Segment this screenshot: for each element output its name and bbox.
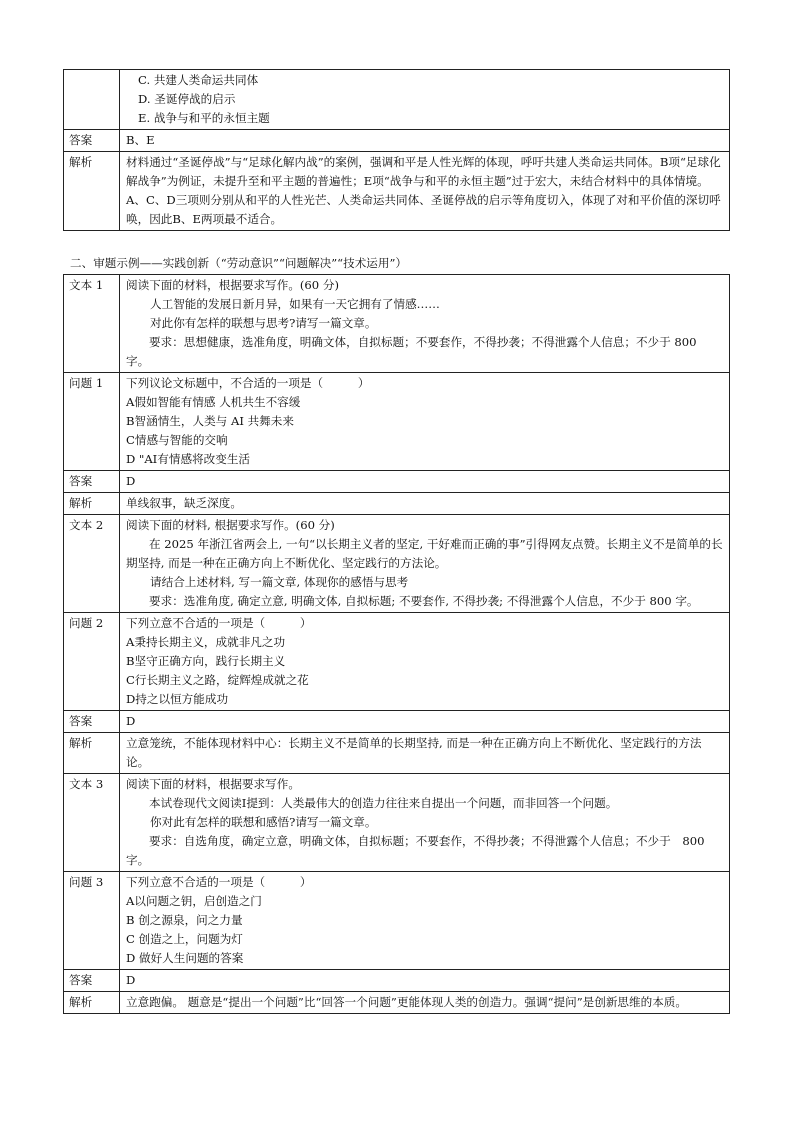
examples-table (63, 274, 730, 1014)
text-2-prompt: 请结合上述材料, 写一篇文章, 体现你的感悟与思考 (150, 575, 409, 589)
question-1-stem: 下列议论文标题中，不合适的一项是（ ） (126, 376, 370, 390)
analysis-row (64, 152, 730, 231)
analysis-1-text: 单线叙事，缺乏深度。 (120, 493, 730, 515)
text-3-instruction: 阅读下面的材料，根据要求写作。 (126, 777, 300, 791)
answer-1-label: 答案 (64, 471, 120, 493)
question-1-label: 问题 1 (64, 373, 120, 471)
question-2-row (64, 613, 730, 711)
analysis-1-row (64, 493, 730, 515)
text-2-requirements: 要求：选准角度, 确定立意, 明确文体, 自拟标题; 不要套作, 不得抄袭; 不得泄露个人信息，不少于 800 字。 (149, 594, 699, 608)
text-3-material: 本试卷现代文阅读Ⅰ提到：人类最伟大的创造力往往来自提出一个问题，而非回答一个问题。 (149, 796, 618, 810)
question-3-option-b: B 创之源泉，问之力量 (126, 913, 243, 927)
text-1-prompt: 对此你有怎样的联想与思考?请写一篇文章。 (150, 316, 377, 330)
text-1-material: 人工智能的发展日新月异，如果有一天它拥有了情感…… (150, 297, 440, 311)
text-3-content (120, 774, 730, 872)
question-2-label: 问题 2 (64, 613, 120, 711)
analysis-label: 解析 (64, 152, 120, 231)
option-c: C. 共建人类命运共同体 (138, 73, 259, 87)
question-2-option-b: B坚守正确方向，践行长期主义 (126, 654, 286, 668)
question-3-option-c: C 创造之上，问题为灯 (126, 932, 243, 946)
question-3-content (120, 872, 730, 970)
empty-label-cell (64, 70, 120, 130)
answer-1-value: D (120, 471, 730, 493)
text-1-row (64, 275, 730, 373)
answer-3-row (64, 970, 730, 992)
option-e: E. 战争与和平的永恒主题 (138, 111, 270, 125)
question-3-stem: 下列立意不合适的一项是（ ） (126, 875, 312, 889)
answer-3-value: D (120, 970, 730, 992)
text-3-label: 文本 3 (64, 774, 120, 872)
question-3-option-d: D 做好人生问题的答案 (126, 951, 244, 965)
text-3-requirements: 要求：自选角度，确定立意，明确文体，自拟标题；不要套作，不得抄袭；不得泄露个人信息；不少于 800 字。 (126, 834, 705, 867)
options-cell (120, 70, 730, 130)
text-2-content (120, 515, 730, 613)
text-2-row (64, 515, 730, 613)
analysis-2-row (64, 733, 730, 774)
analysis-2-text: 立意笼统，不能体现材料中心：长期主义不是简单的长期坚持, 而是一种在正确方向上不断优化、坚定践行的方法论。 (120, 733, 730, 774)
text-2-material: 在 2025 年浙江省两会上, 一句“以长期主义者的坚定, 干好难而正确的事”引得网友点赞。长期主义不是简单的长期坚持, 而是一种在正确方向上不断优化、坚定践行的方法论。 (126, 537, 723, 570)
answer-label: 答案 (64, 130, 120, 152)
question-2-content (120, 613, 730, 711)
question-1-option-a: A假如智能有情感 人机共生不容缓 (126, 395, 301, 409)
question-3-label: 问题 3 (64, 872, 120, 970)
answer-value: B、E (120, 130, 730, 152)
option-d: D. 圣诞停战的启示 (138, 92, 236, 106)
answer-3-label: 答案 (64, 970, 120, 992)
analysis-2-label: 解析 (64, 733, 120, 774)
text-1-label: 文本 1 (64, 275, 120, 373)
analysis-1-label: 解析 (64, 493, 120, 515)
text-1-requirements: 要求：思想健康，选准角度，明确文体，自拟标题；不要套作，不得抄袭；不得泄露个人信息；不少于 800 字。 (126, 335, 697, 368)
question-1-option-d: D "AI有情感将改变生活 (126, 452, 251, 466)
analysis-text: 材料通过“圣诞停战”与“足球化解内战”的案例，强调和平是人性光辉的体现，呼吁共建人类命运共同体。B项“足球化解战争”为例证，未提升至和平主题的普遍性；E项“战争与和平的永恒主题”过于宏大，未结合材料中的具体情境。A、C、D三项则分别从和平的人性光芒、人类命运共同体、圣诞停战的启示等角度切入，体现了对和平价值的深切呼唤，因此B、E两项最不适合。 (120, 152, 730, 231)
question-3-option-a: A以问题之钥，启创造之门 (126, 894, 262, 908)
question-1-row (64, 373, 730, 471)
answer-2-row (64, 711, 730, 733)
question-2-option-d: D持之以恒方能成功 (126, 692, 229, 706)
text-2-label: 文本 2 (64, 515, 120, 613)
answer-row (64, 130, 730, 152)
answer-1-row (64, 471, 730, 493)
question-1-option-c: C情感与智能的交响 (126, 433, 228, 447)
answer-2-label: 答案 (64, 711, 120, 733)
question-2-option-c: C行长期主义之路，绽辉煌成就之花 (126, 673, 309, 687)
analysis-3-text: 立意跑偏。 题意是“提出一个问题”比“回答一个问题”更能体现人类的创造力。强调“提问”是创新思维的本质。 (120, 992, 730, 1014)
top-table (63, 69, 730, 231)
text-3-prompt: 你对此有怎样的联想和感悟?请写一篇文章。 (150, 815, 377, 829)
text-1-content (120, 275, 730, 373)
question-2-option-a: A秉持长期主义，成就非凡之功 (126, 635, 286, 649)
text-2-instruction: 阅读下面的材料, 根据要求写作。(60 分) (126, 518, 335, 532)
question-1-content (120, 373, 730, 471)
text-3-row (64, 774, 730, 872)
section-heading: 二、审题示例——实践创新（“劳动意识”“问题解决”“技术运用”） (70, 256, 408, 270)
question-2-stem: 下列立意不合适的一项是（ ） (126, 616, 312, 630)
text-1-instruction: 阅读下面的材料，根据要求写作。(60 分) (126, 278, 339, 292)
answer-2-value: D (120, 711, 730, 733)
analysis-3-row (64, 992, 730, 1014)
options-row (64, 70, 730, 130)
analysis-3-label: 解析 (64, 992, 120, 1014)
question-1-option-b: B智涵情生，人类与 AI 共舞未来 (126, 414, 294, 428)
question-3-row (64, 872, 730, 970)
